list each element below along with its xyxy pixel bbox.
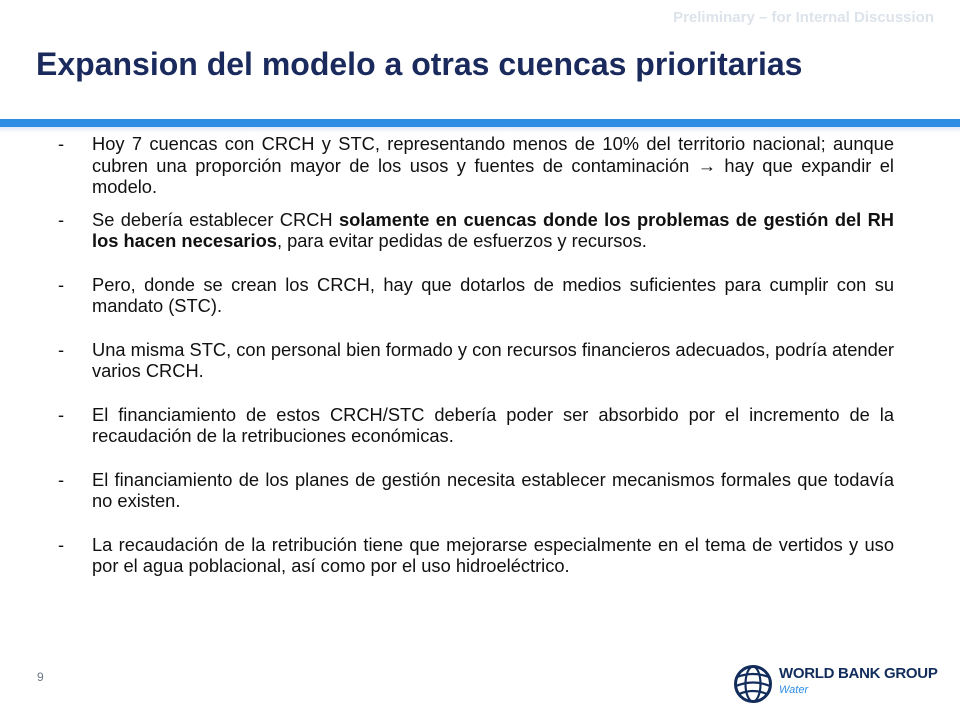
arrow-icon: → (697, 154, 717, 176)
bullet-text: Se debería establecer CRCH (92, 208, 339, 230)
bullet-text: , para evitar pedidas de esfuerzos y recursos. (276, 230, 647, 251)
page-number: 9 (37, 670, 44, 684)
bullet-marker: - (58, 403, 65, 425)
bullet-text-bold: solamente en cuencas donde los problemas de gestión del RH los hacen necesarios (92, 208, 894, 251)
bullet-text: La recaudación de la retribución tiene que mejorarse especialmente en el tema de vertidos y uso por el agua poblacional, así como por el uso hidroeléctrico. (92, 533, 894, 576)
bullet-text: Una misma STC, con personal bien formado y con recursos financieros adecuados, podría atender varios CRCH. (92, 338, 894, 381)
bullet-marker: - (58, 273, 65, 295)
bullet-text: Hoy 7 cuencas con CRCH y STC, representando menos de 10% del territorio nacional; aunque cubren una proporción mayor de los usos y fuentes de contaminación (92, 133, 894, 176)
bullet-item (58, 404, 894, 447)
title-divider (0, 119, 960, 127)
bullet-text: El financiamiento de los planes de gestión necesita establecer mecanismos formales que todavía no existen. (92, 468, 894, 511)
logo-wordmark: WORLD BANK GROUP (779, 665, 938, 682)
bullet-item (58, 133, 894, 198)
bullet-text: hay que expandir el modelo. (92, 154, 894, 197)
bullet-item (58, 469, 894, 512)
bullet-marker: - (58, 533, 65, 555)
bullet-marker: - (58, 338, 65, 360)
globe-icon (733, 664, 773, 704)
bullet-item (58, 339, 894, 382)
world-bank-logo (733, 664, 959, 708)
bullet-item (58, 274, 894, 317)
bullet-marker: - (58, 208, 65, 230)
bullet-text: Pero, donde se crean los CRCH, hay que dotarlos de medios suficientes para cumplir con su mandato (STC). (92, 273, 894, 316)
bullet-item (58, 209, 894, 252)
watermark-text: Preliminary – for Internal Discussion (673, 9, 934, 26)
bullet-text: El financiamiento de estos CRCH/STC debería poder ser absorbido por el incremento de la recaudación de la retribuciones económicas. (92, 403, 894, 446)
bullet-list (58, 133, 894, 577)
logo-subtitle: Water (779, 684, 809, 696)
slide-title: Expansion del modelo a otras cuencas prioritarias (36, 46, 803, 82)
bullet-item (58, 534, 894, 577)
bullet-marker: - (58, 468, 65, 490)
bullet-marker: - (58, 133, 65, 154)
